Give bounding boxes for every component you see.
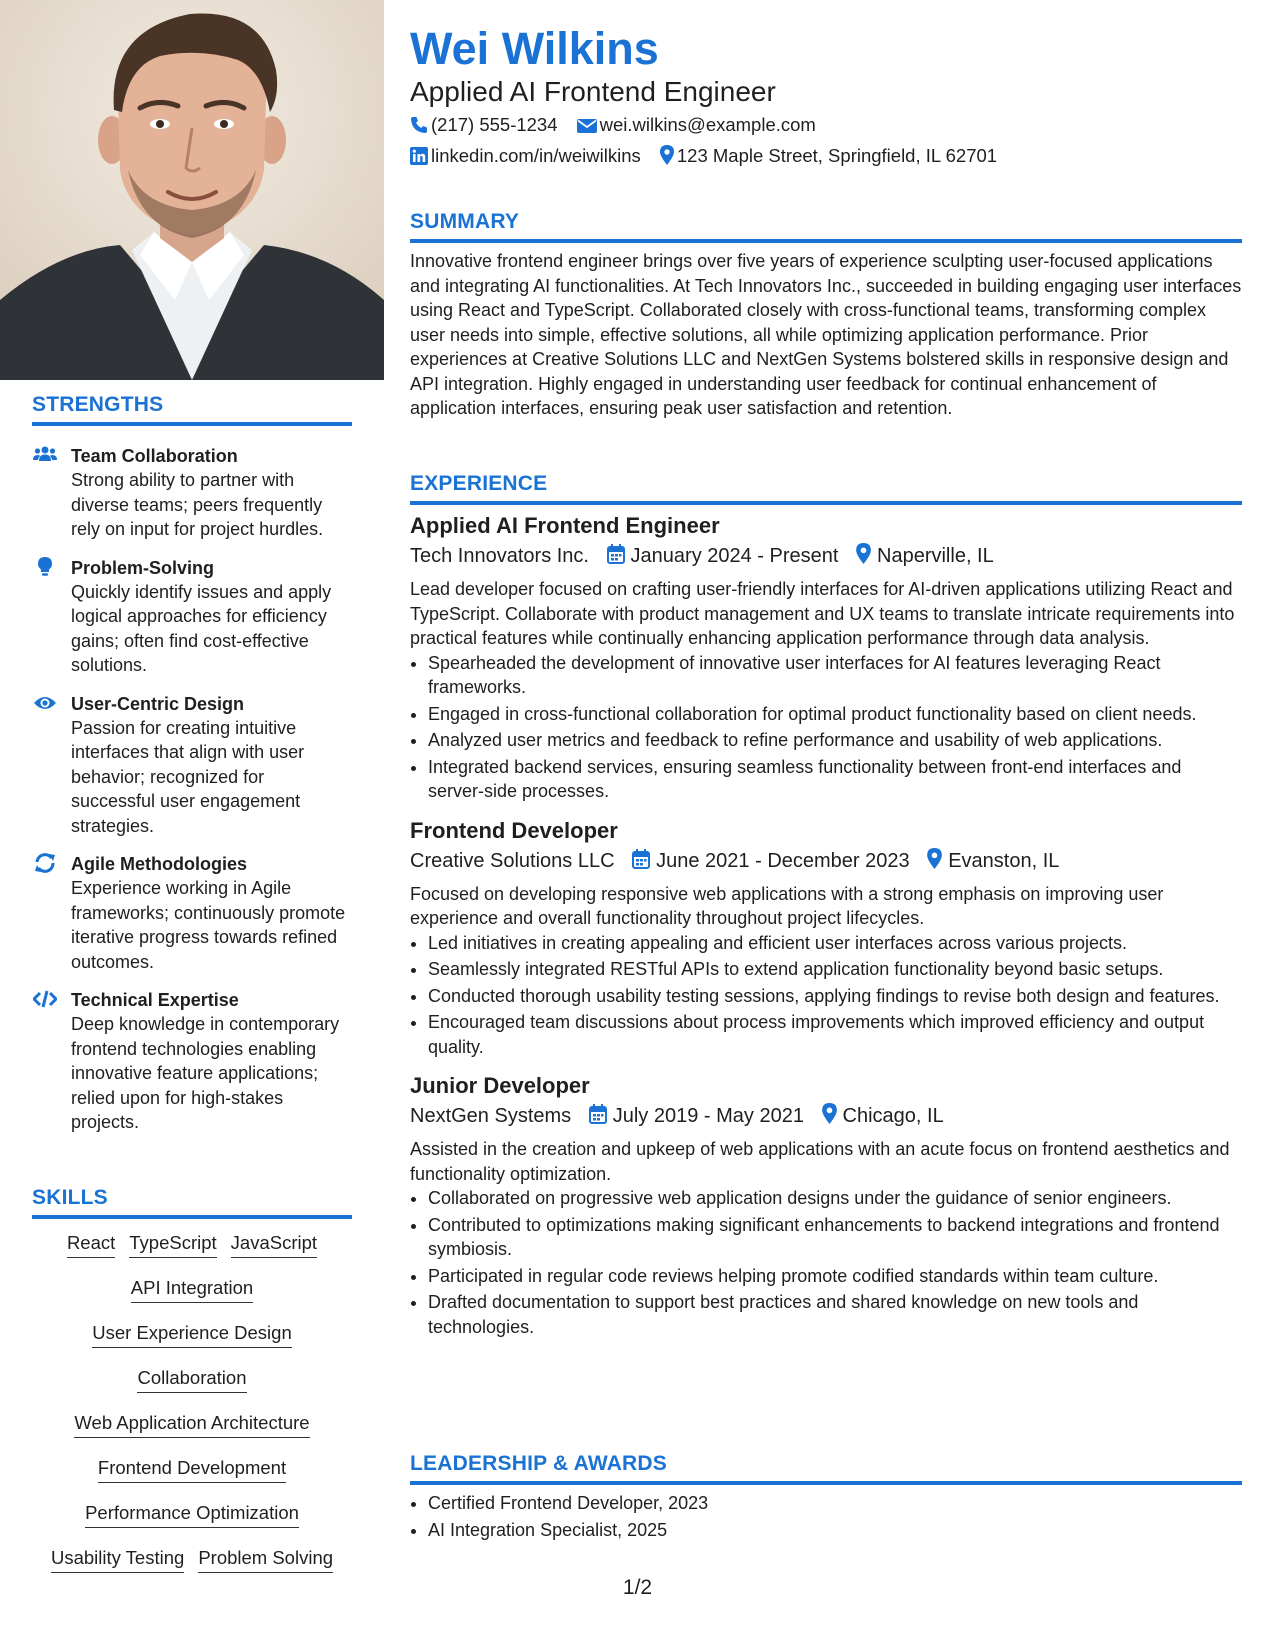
list-item: • Drafted documentation to support best practices and shared knowledge on new tools and technologies.	[428, 1290, 1242, 1339]
left-column	[0, 0, 384, 1650]
strength-item	[32, 692, 352, 839]
job-entry	[410, 511, 1242, 804]
skills-section	[32, 1186, 352, 1591]
job-description: Assisted in the creation and upkeep of web applications with an acute focus on frontend aesthetics and functionality optimization.	[410, 1139, 1230, 1184]
job-title: Frontend Developer	[410, 817, 618, 843]
strength-title: Team Collaboration	[71, 446, 238, 466]
contact-row	[410, 144, 1011, 171]
strength-title: Problem-Solving	[71, 557, 215, 578]
list-item: • Collaborated on progressive web application designs under the guidance of senior engineers.	[428, 1186, 1242, 1211]
list-item: • Contributed to optimizations making significant enhancements to backend integrations and frontend symbiosis.	[428, 1213, 1242, 1262]
calendar-icon	[632, 848, 650, 878]
users-icon	[33, 445, 57, 465]
experience-heading: EXPERIENCE	[410, 472, 1242, 505]
job-dates: July 2019 - May 2021	[612, 1105, 804, 1127]
job-bullets	[410, 931, 1242, 1060]
strength-desc: Strong ability to partner with diverse teams; peers frequently rely on input for project hurdles.	[71, 470, 324, 539]
list-item: • Seamlessly integrated RESTful APIs to extend application functionality beyond basic setups.	[428, 957, 1242, 982]
strength-item	[32, 444, 352, 542]
job-title: Applied AI Frontend Engineer	[410, 513, 720, 538]
strength-item	[32, 556, 352, 678]
job-entry	[410, 1071, 1242, 1339]
phone-icon	[410, 116, 428, 140]
job-company: Tech Innovators Inc.	[410, 545, 589, 567]
list-item: • Analyzed user metrics and feedback to refine performance and usability of web applications.	[428, 728, 1242, 753]
job-meta	[410, 846, 1242, 878]
skill-tag: JavaScript	[231, 1231, 317, 1258]
strength-item	[32, 988, 352, 1135]
candidate-title: Applied AI Frontend Engineer	[410, 76, 776, 107]
list-item: • Encouraged team discussions about process improvements which improved efficiency and output quality.	[428, 1010, 1242, 1059]
list-item: • Engaged in cross-functional collaboration for optimal product functionality based on client needs.	[428, 702, 1242, 727]
phone-text: (217) 555-1234	[431, 114, 558, 135]
summary-section	[410, 210, 1242, 421]
summary-heading: SUMMARY	[410, 210, 1242, 243]
contact-row	[410, 113, 830, 140]
page-number: 1/2	[622, 1576, 653, 1599]
skill-tag: Collaboration	[137, 1366, 246, 1393]
address-contact	[660, 145, 997, 166]
skill-tag: Performance Optimization	[85, 1501, 299, 1528]
job-meta	[410, 541, 1242, 573]
linkedin-contact[interactable]	[410, 145, 646, 166]
linkedin-icon	[410, 147, 428, 171]
job-dates: June 2021 - December 2023	[656, 849, 910, 872]
job-company: NextGen Systems	[410, 1105, 572, 1127]
awards-list	[410, 1491, 1242, 1542]
list-item: • Integrated backend services, ensuring seamless functionality between front-end interfaces and server-side processes.	[428, 755, 1242, 804]
phone-contact[interactable]	[410, 114, 563, 135]
strength-title: User-Centric Design	[71, 693, 245, 714]
strength-desc: Passion for creating intuitive interfaces that align with user behavior; recognized for successful user engagement strategies.	[71, 717, 305, 836]
summary-text: Innovative frontend engineer brings over five years of experience sculpting user-focused applications and integrating AI functionalities. At Tech Innovators Inc., succeeded in building engaging user interfaces using React and TypeScript. Collaborated closely with cross-functional teams, transforming complex user needs into simple, effective solutions, all while optimizing application performance. Prior experiences at Creative Solutions LLC and NextGen Systems bolstered skills in responsive design and API integration. Highly engaged in understanding user feedback for continual enhancement of application interfaces, ensuring peak user satisfaction and retention.	[410, 251, 1242, 418]
skill-tag: Usability Testing	[51, 1546, 184, 1573]
candidate-name: Wei Wilkins	[410, 23, 659, 74]
list-item: • Participated in regular code reviews helping promote codified standards within team culture.	[428, 1264, 1242, 1289]
job-bullets	[410, 651, 1242, 804]
job-bullets	[410, 1186, 1242, 1339]
leadership-heading: LEADERSHIP & AWARDS	[410, 1452, 1242, 1485]
address-text: 123 Maple Street, Springfield, IL 62701	[676, 145, 998, 166]
linkedin-text: linkedin.com/in/weiwilkins	[431, 145, 641, 166]
job-dates: January 2024 - Present	[630, 545, 839, 567]
strength-desc: Quickly identify issues and apply logical approaches for efficiency gains; often find cost-effective solutions.	[71, 581, 332, 675]
eye-icon	[33, 693, 57, 713]
strength-title: Agile Methodologies	[71, 854, 248, 874]
leadership-section	[410, 1452, 1242, 1544]
job-description: Lead developer focused on crafting user-friendly interfaces for AI-driven applications utilizing React and TypeScript. Collaborate with product management and UX teams to translate intricate requirements into practical features while continually enhancing application performance through data analysis.	[410, 579, 1235, 648]
job-location: Evanston, IL	[948, 849, 1060, 872]
email-text: wei.wilkins@example.com	[599, 114, 816, 135]
strength-title: Technical Expertise	[71, 990, 239, 1010]
map-pin-icon	[927, 848, 942, 878]
list-item: • Spearheaded the development of innovative user interfaces for AI features leveraging React frameworks.	[428, 651, 1242, 700]
profile-photo	[0, 0, 384, 380]
skills-list	[32, 1231, 352, 1591]
list-item: • Led initiatives in creating appealing and efficient user interfaces across various projects.	[428, 931, 1242, 956]
job-title: Junior Developer	[410, 1073, 590, 1098]
map-pin-icon	[822, 1103, 837, 1133]
lightbulb-icon	[33, 557, 57, 577]
skill-tag: API Integration	[131, 1276, 253, 1303]
skill-tag: User Experience Design	[92, 1321, 291, 1348]
skill-tag: Frontend Development	[98, 1456, 286, 1483]
strength-desc: Experience working in Agile frameworks; continuously promote iterative progress towards refined outcomes.	[71, 878, 346, 972]
job-company: Creative Solutions LLC	[410, 849, 615, 872]
list-item: • Certified Frontend Developer, 2023	[428, 1491, 1242, 1516]
strength-desc: Deep knowledge in contemporary frontend technologies enabling innovative feature applications; relied upon for high-stakes projects.	[71, 1014, 340, 1132]
calendar-icon	[607, 543, 625, 573]
skill-tag: React	[67, 1231, 115, 1258]
envelope-icon	[577, 116, 597, 140]
skills-heading: SKILLS	[32, 1186, 352, 1219]
skill-tag: TypeScript	[129, 1231, 216, 1258]
job-location: Naperville, IL	[877, 545, 994, 567]
job-entry	[410, 816, 1242, 1060]
code-icon	[33, 989, 57, 1009]
skill-tag: Problem Solving	[198, 1546, 333, 1573]
email-contact[interactable]	[577, 114, 816, 135]
map-pin-icon	[660, 145, 674, 171]
job-description: Focused on developing responsive web applications with a strong emphasis on improving user experience and overall functionality throughout project lifecycles.	[410, 883, 1164, 928]
strengths-heading: STRENGTHS	[32, 393, 352, 426]
experience-section	[410, 472, 1242, 1341]
strengths-section	[32, 393, 352, 1135]
calendar-icon	[589, 1103, 607, 1133]
strength-item	[32, 852, 352, 974]
list-item: • AI Integration Specialist, 2025	[428, 1518, 1242, 1543]
skill-tag: Web Application Architecture	[74, 1411, 309, 1438]
job-location: Chicago, IL	[842, 1105, 944, 1127]
job-meta	[410, 1101, 1242, 1133]
sync-icon	[33, 853, 57, 873]
map-pin-icon	[856, 543, 871, 573]
list-item: • Conducted thorough usability testing sessions, applying findings to revise both design and features.	[428, 984, 1242, 1009]
